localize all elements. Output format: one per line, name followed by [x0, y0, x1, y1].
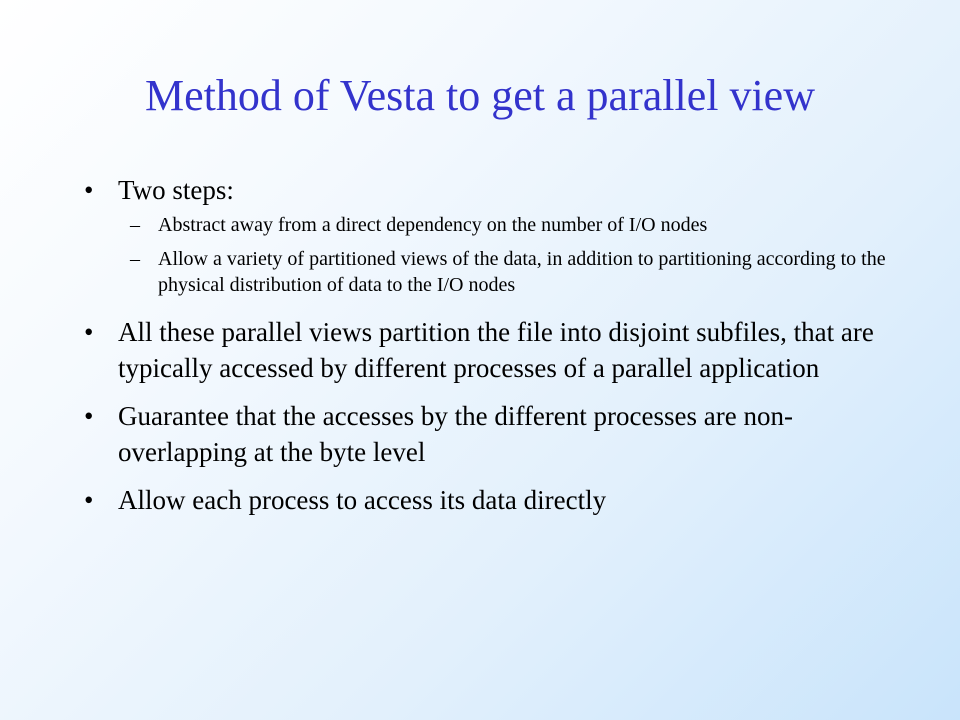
- bullet-text: All these parallel views partition the file into disjoint subfiles, that are typically accessed by different processes of a parallel application: [118, 317, 874, 383]
- bullet-item: [84, 482, 894, 518]
- bullet-text: Allow each process to access its data directly: [118, 485, 607, 515]
- bullet-text: Two steps:: [118, 175, 234, 205]
- bullet-icon: •: [84, 485, 94, 515]
- sub-bullet-item: [118, 212, 894, 238]
- bullet-item: [84, 172, 894, 298]
- sub-bullet-text: Abstract away from a direct dependency on the number of I/O nodes: [158, 214, 708, 236]
- bullet-item: [84, 314, 894, 386]
- dash-icon: –: [130, 248, 140, 270]
- sub-bullet-item: [118, 246, 894, 298]
- bullet-text: Guarantee that the accesses by the different processes are non-overlapping at the byte level: [118, 401, 793, 467]
- sub-bullet-text: Allow a variety of partitioned views of the data, in addition to partitioning according to the physical distribution of data to the I/O nodes: [158, 248, 886, 296]
- bullet-icon: •: [84, 317, 94, 347]
- bullet-icon: •: [84, 401, 94, 431]
- slide-title: Method of Vesta to get a parallel view: [145, 71, 815, 120]
- sub-bullet-list: [118, 212, 894, 298]
- bullet-item: [84, 398, 894, 470]
- bullet-icon: •: [84, 175, 94, 205]
- bullet-list: [84, 172, 894, 530]
- dash-icon: –: [130, 214, 140, 236]
